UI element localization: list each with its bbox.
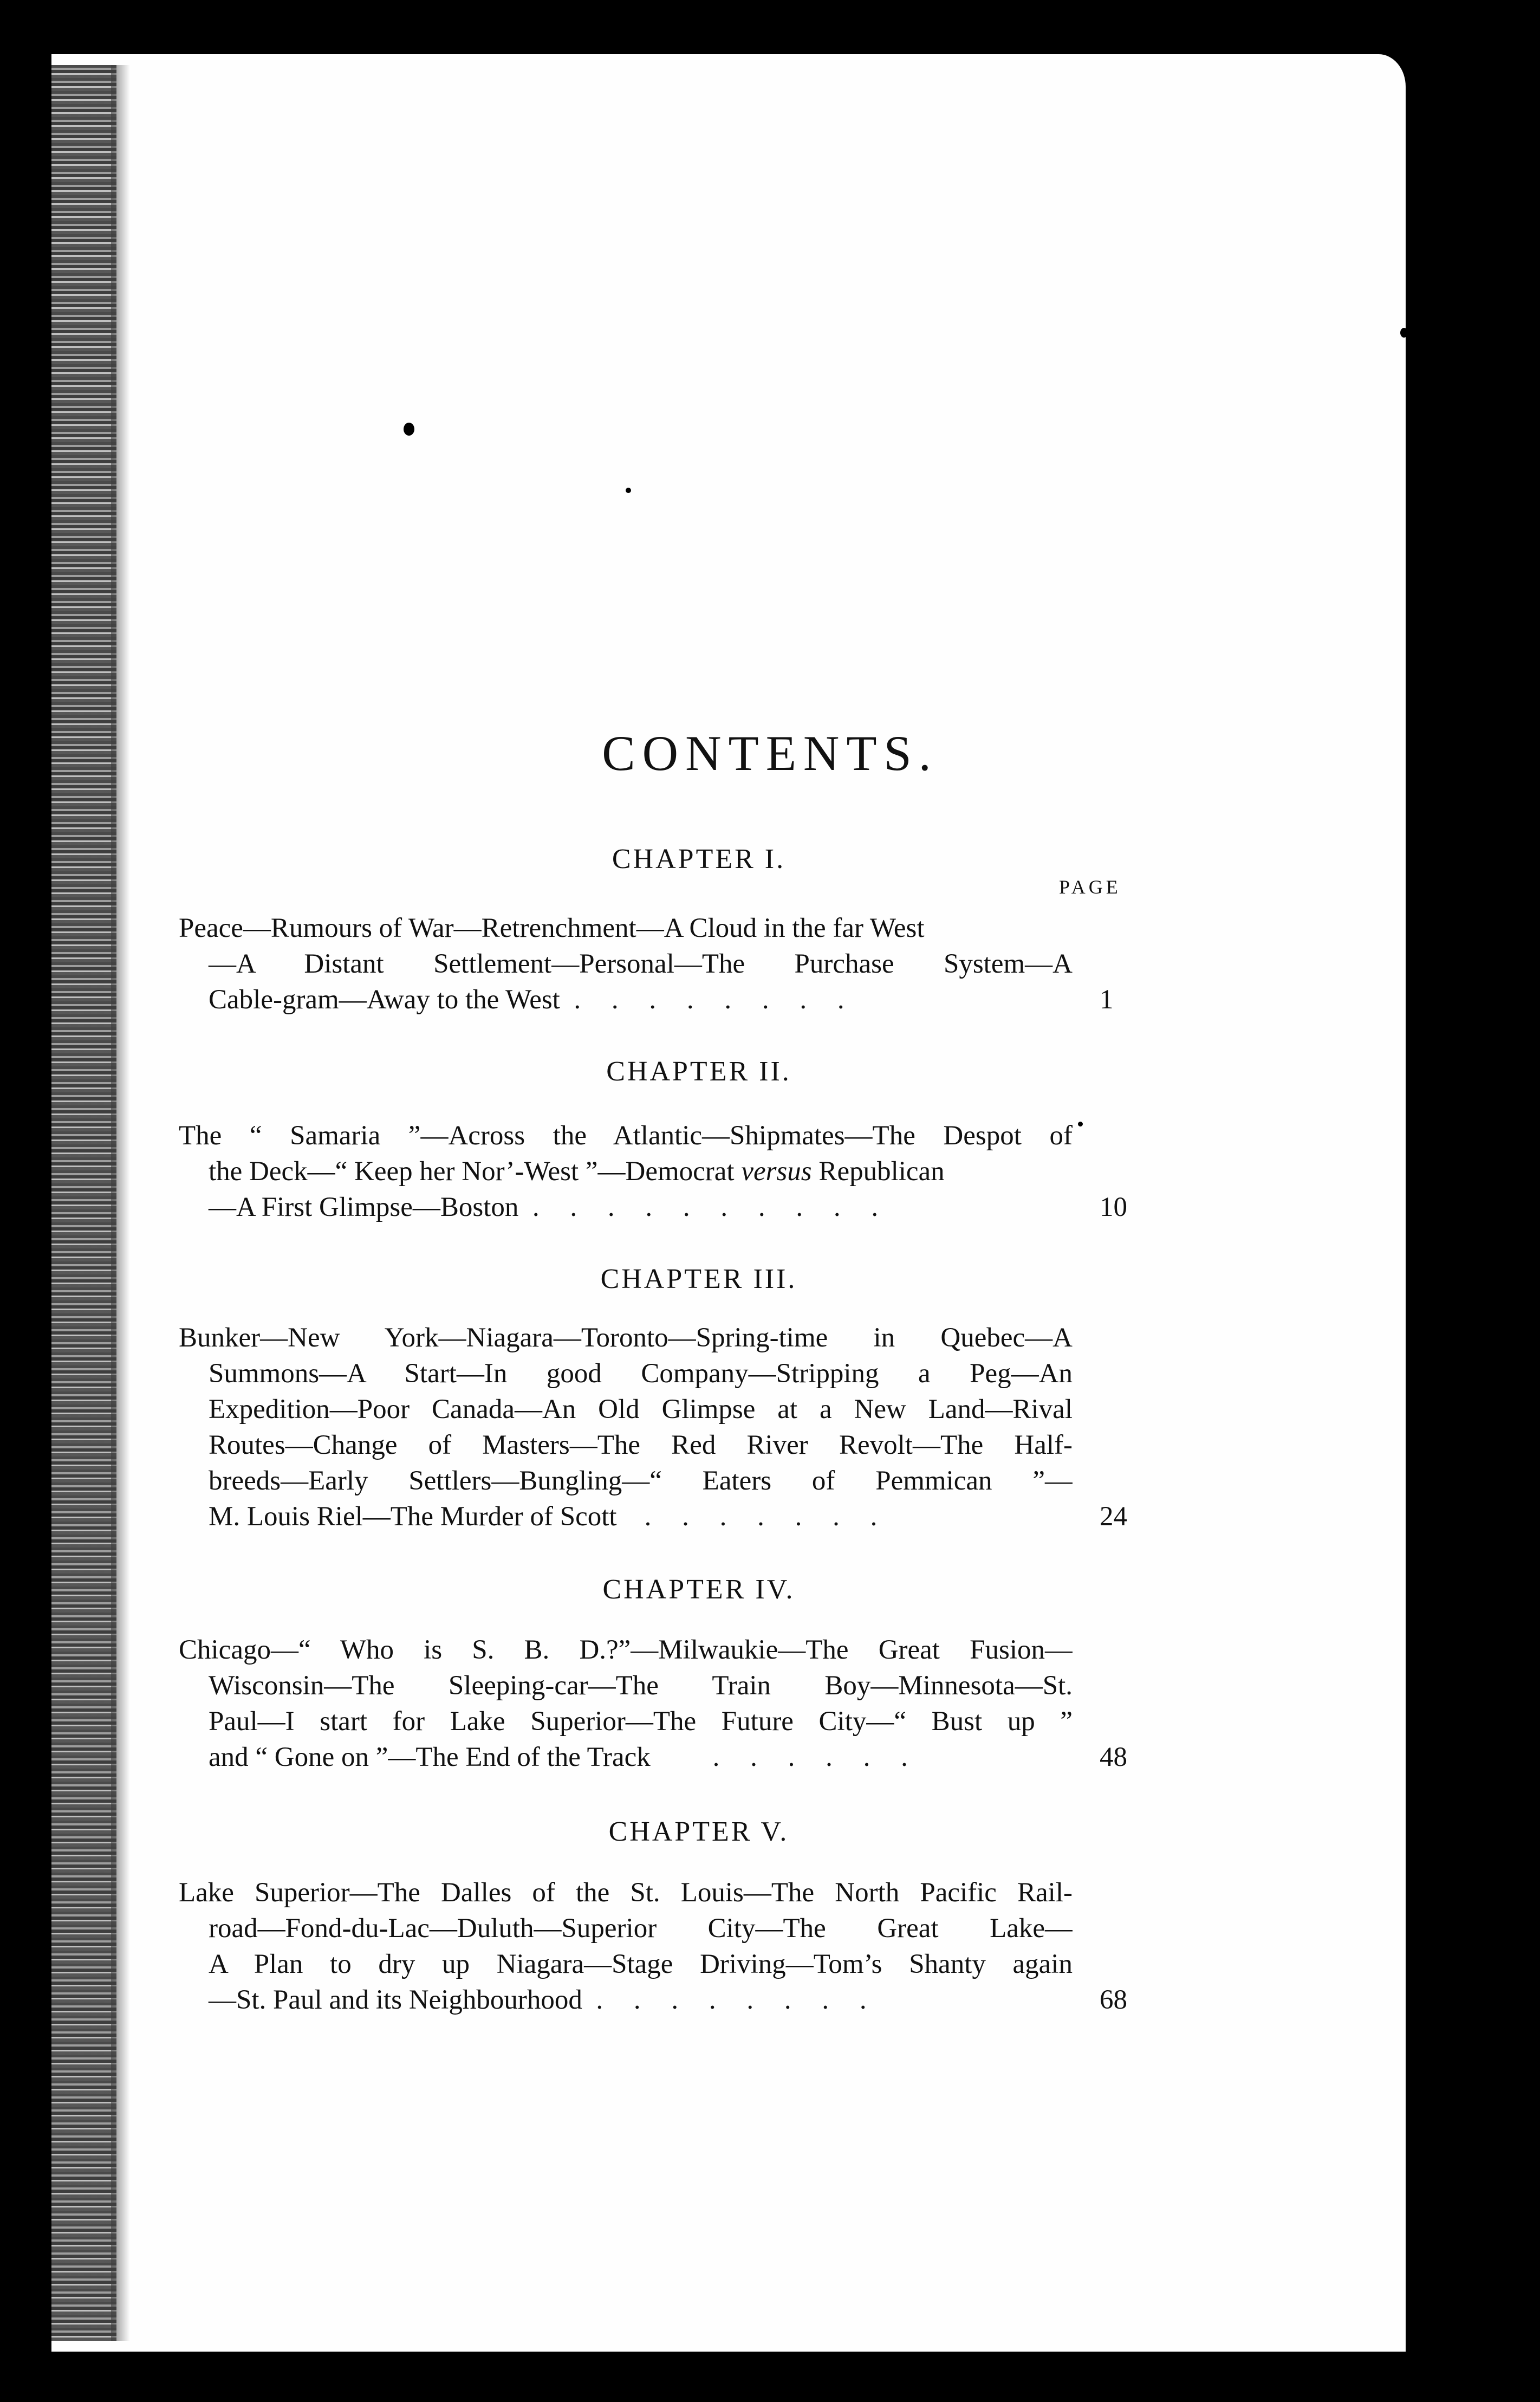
summary-line-text: M. Louis Riel—The Murder of Scott xyxy=(209,1501,617,1532)
dot-leader: . . . . . . . . xyxy=(596,1985,879,2015)
summary-line-text: and “ Gone on ”—The End of the Track xyxy=(209,1742,651,1772)
book-spine-shadow xyxy=(51,65,116,2341)
ink-speck xyxy=(1400,328,1406,338)
summary-line-last xyxy=(179,1189,1075,1225)
summary-line xyxy=(179,1154,1073,1189)
chapter-heading: CHAPTER IV. xyxy=(602,1574,795,1605)
dot-leader: . . . . . . . . xyxy=(574,985,856,1015)
page-number: 1 xyxy=(1100,985,1114,1015)
dot-leader: . . . . . . . xyxy=(644,1501,889,1532)
chapter-heading: CHAPTER I. xyxy=(612,844,786,875)
contents-title: CONTENTS. xyxy=(602,726,938,781)
spine-edge xyxy=(111,65,130,2341)
summary-line-text: —St. Paul and its Neighbourhood xyxy=(209,1985,582,2015)
page-number: 10 xyxy=(1100,1192,1127,1222)
page-column-label: PAGE xyxy=(1059,876,1121,898)
summary-line: breeds—Early Settlers—Bungling—“ Eaters of Pemmican ”— xyxy=(209,1466,1073,1496)
summary-line-text: Cable-gram—Away to the West xyxy=(209,985,560,1015)
chapter-heading: CHAPTER III. xyxy=(600,1264,797,1294)
summary-line-text: —A First Glimpse—Boston xyxy=(209,1192,519,1222)
summary-line: A Plan to dry up Niagara—Stage Driving—Tom’s Shanty again xyxy=(209,1949,1073,1979)
chapter-summary xyxy=(179,1118,1073,1225)
summary-line: road—Fond-du-Lac—Duluth—Superior City—The Great Lake— xyxy=(209,1913,1073,1944)
summary-line: The “ Samaria ”—Across the Atlantic—Shipmates—The Despot of xyxy=(179,1121,1073,1151)
dot-leader: . . . . . . xyxy=(712,1742,920,1772)
summary-line-last xyxy=(179,982,1075,1018)
summary-line-last xyxy=(179,1499,1075,1535)
page-number: 68 xyxy=(1100,1985,1127,2015)
summary-line: Peace—Rumours of War—Retrenchment—A Cloud in the far West xyxy=(179,913,925,943)
summary-line: —A Distant Settlement—Personal—The Purchase System—A xyxy=(209,949,1073,979)
chapter-summary xyxy=(179,1632,1073,1775)
summary-line: Bunker—New York—Niagara—Toronto—Spring-time in Quebec—A xyxy=(179,1323,1073,1353)
chapter-heading: CHAPTER II. xyxy=(606,1056,791,1087)
summary-line: Wisconsin—The Sleeping-car—The Train Boy—Minnesota—St. xyxy=(209,1671,1073,1701)
summary-line: Routes—Change of Masters—The Red River Revolt—The Half- xyxy=(209,1430,1073,1460)
chapter-summary xyxy=(179,1875,1073,2018)
summary-line: Summons—A Start—In good Company—Stripping a Peg—An xyxy=(209,1358,1073,1389)
page-number: 48 xyxy=(1100,1742,1127,1772)
dot-leader: . . . . . . . . . . xyxy=(532,1192,891,1222)
summary-line-text: the Deck—“ Keep her Nor’-West ”—Democrat versus Republican xyxy=(209,1156,945,1187)
ink-speck xyxy=(404,423,414,436)
summary-line-last xyxy=(179,1982,1075,2018)
ink-speck xyxy=(626,488,631,493)
summary-line: Lake Superior—The Dalles of the St. Louis—The North Pacific Rail- xyxy=(179,1877,1073,1908)
ink-speck xyxy=(1078,1122,1083,1126)
summary-line: Expedition—Poor Canada—An Old Glimpse at a New Land—Rival xyxy=(209,1394,1073,1425)
page-number: 24 xyxy=(1100,1501,1127,1532)
summary-line-last xyxy=(179,1739,1075,1775)
italic-word: versus xyxy=(741,1156,812,1187)
chapter-summary xyxy=(179,910,1073,1018)
chapter-heading: CHAPTER V. xyxy=(608,1816,789,1847)
summary-line: Paul—I start for Lake Superior—The Future City—“ Bust up ” xyxy=(209,1706,1073,1737)
summary-line: Chicago—“ Who is S. B. D.?”—Milwaukie—The Great Fusion— xyxy=(179,1635,1073,1665)
chapter-summary xyxy=(179,1320,1073,1535)
